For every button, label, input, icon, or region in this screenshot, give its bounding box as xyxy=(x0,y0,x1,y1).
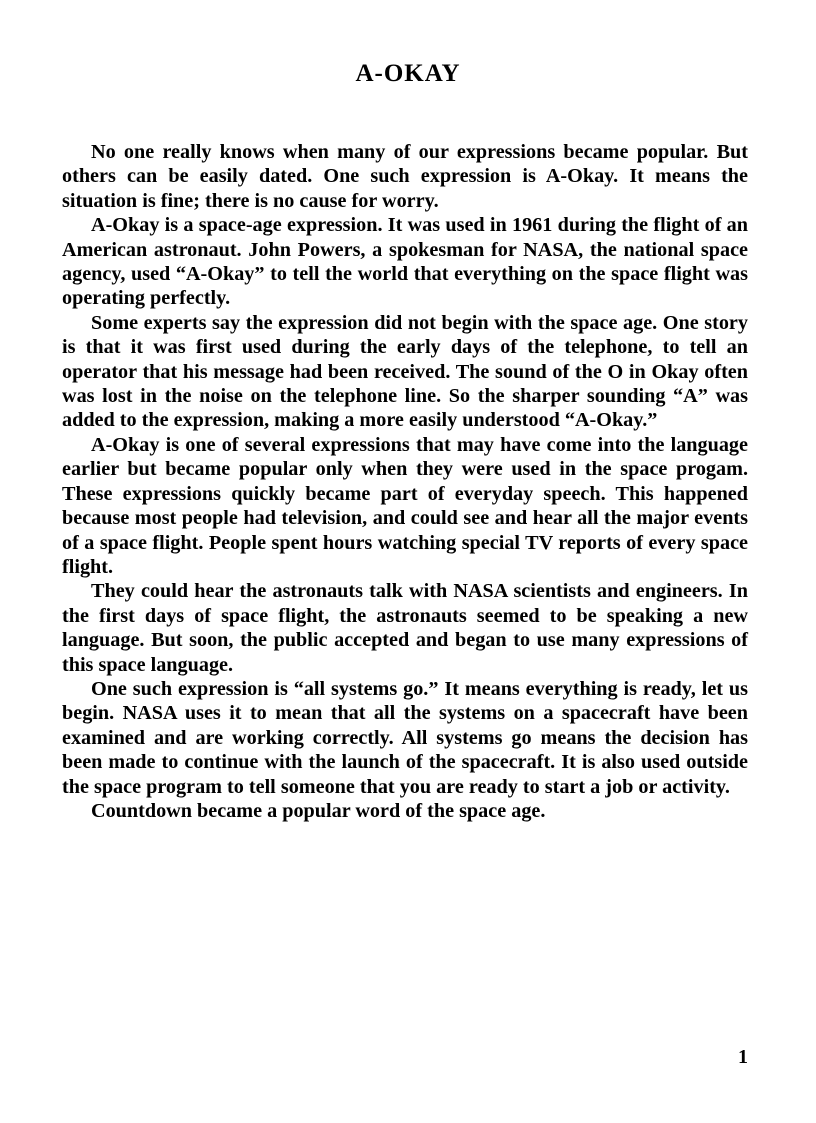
paragraph: They could hear the astronauts talk with NASA scientists and engineers. In the first days of space flight, the astronauts seemed to be speaking a new language. But soon, the public accepted and began to use many expressions of this space language. xyxy=(62,580,748,676)
paragraph: Some experts say the expression did not begin with the space age. One story is that it was first used during the early days of the telephone, to tell an operator that his message had been received. The sound of the O in Okay often was lost in the noise on the telephone line. So the sharper sounding “A” was added to the expression, making a more easily understood “A-Okay.” xyxy=(62,311,748,432)
article-body xyxy=(62,140,748,823)
paragraph: No one really knows when many of our expressions became popular. But others can be easily dated. One such expression is A-Okay. It means the situation is fine; there is no cause for worry. xyxy=(62,141,748,212)
page-title: A-OKAY xyxy=(355,60,461,87)
paragraph: One such expression is “all systems go.” It means everything is ready, let us begin. NASA uses it to mean that all the systems on a spacecraft have been examined and are working correctly. All systems go means the decision has been made to continue with the launch of the spacecraft. It is also used outside the space program to tell someone that you are ready to start a job or activity. xyxy=(62,677,748,798)
page-number: 1 xyxy=(738,1046,748,1068)
paragraph: Countdown became a popular word of the space age. xyxy=(91,799,546,822)
paragraph: A-Okay is one of several expressions that may have come into the language earlier but became popular only when they were used in the space progam. These expressions quickly became part of everyday speech. This happened because most people had television, and could see and hear all the major events of a space flight. People spent hours watching special TV reports of every space flight. xyxy=(62,433,748,578)
paragraph: A-Okay is a space-age expression. It was used in 1961 during the flight of an American astronaut. John Powers, a spokesman for NASA, the national space agency, used “A-Okay” to tell the world that everything on the space flight was operating perfectly. xyxy=(62,214,748,310)
